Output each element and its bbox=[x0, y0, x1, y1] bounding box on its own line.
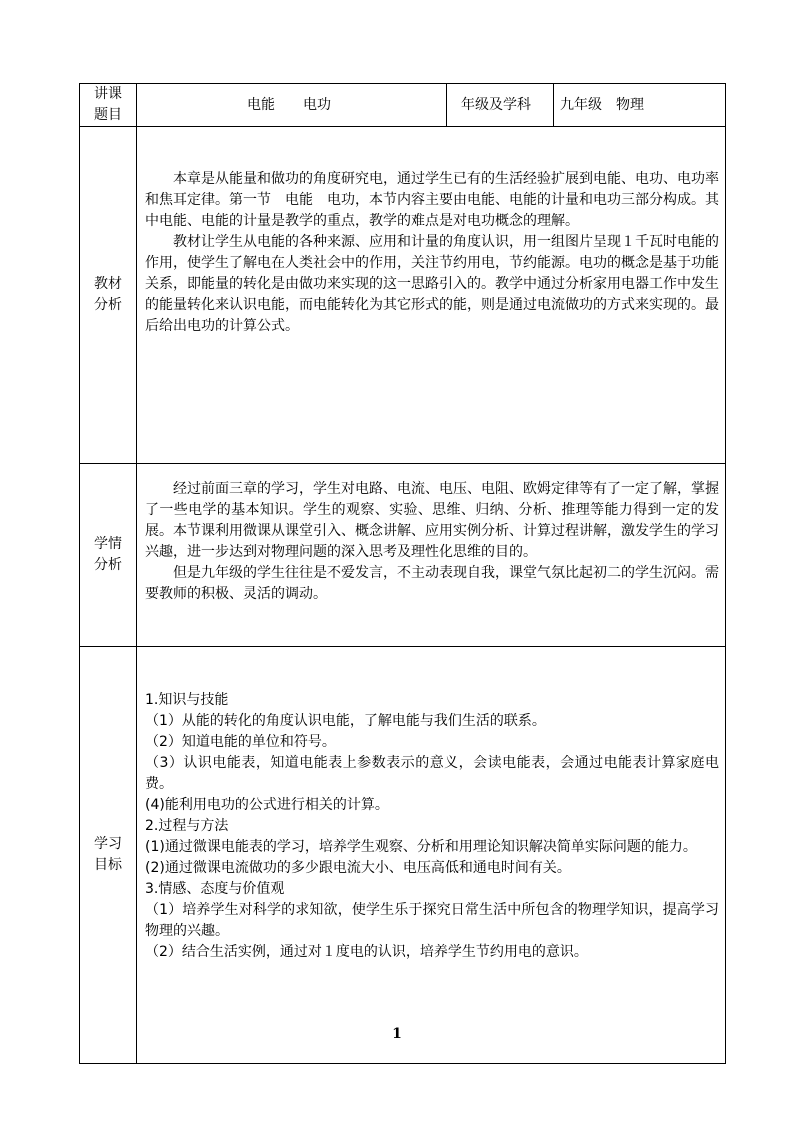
learning-goals-label-line1: 学习 bbox=[94, 836, 122, 852]
goal-item: (1)通过微课电能表的学习，培养学生观察、分析和用理论知识解决简单实际问题的能力。 bbox=[145, 839, 697, 855]
grade-value: 九年级 bbox=[560, 96, 602, 113]
learning-goals-label bbox=[80, 647, 137, 1064]
topic-label bbox=[80, 84, 137, 127]
topic-part2: 电功 bbox=[303, 96, 331, 113]
textbook-analysis-row bbox=[80, 127, 726, 464]
goal-item: （1）从能的转化的角度认识电能，了解电能与我们生活的联系。 bbox=[145, 713, 546, 729]
page-number: 1 bbox=[392, 1026, 402, 1042]
textbook-analysis-paragraph: 本章是从能量和做功的角度研究电，通过学生已有的生活经验扩展到电能、电功、电功率和焦耳定律。第一节 电能 电功，本节内容主要由电能、电能的计量和电功三部分构成。其中电能、电能的计量是教学的重点，教学的难点是对电功概念的理解。 bbox=[145, 171, 719, 229]
grade-subject-value bbox=[554, 84, 726, 127]
textbook-analysis-label-line2: 分析 bbox=[94, 297, 122, 313]
topic-part1: 电能 bbox=[247, 96, 275, 113]
learner-analysis-label-line2: 分析 bbox=[94, 557, 122, 573]
learning-goals-row bbox=[80, 647, 726, 1064]
topic-value bbox=[137, 84, 447, 127]
goal-item: （2）结合生活实例，通过对１度电的认识，培养学生节约用电的意识。 bbox=[145, 944, 588, 960]
learning-goals-content bbox=[137, 647, 726, 1064]
textbook-analysis-paragraph: 教材让学生从电能的各种来源、应用和计量的角度认识，用一组图片呈现１千瓦时电能的作用，使学生了解电在人类社会中的作用，关注节约用电，节约能源。电功的概念是基于功能关系，即能量的转化是由做功来实现的这一思路引入的。教学中通过分析家用电器工作中发生的能量转化来认识电能，而电能转化为其它形式的能，则是通过电流做功的方式来实现的。最后给出电功的计算公式。 bbox=[145, 234, 719, 334]
textbook-analysis-content bbox=[137, 127, 726, 464]
goal-section-heading: 2.过程与方法 bbox=[145, 818, 229, 834]
textbook-analysis-label-line1: 教材 bbox=[94, 276, 122, 292]
goal-item: （1）培养学生对科学的求知欲，使学生乐于探究日常生活中所包含的物理学知识，提高学习物理的兴趣。 bbox=[145, 902, 719, 939]
topic-label-line1: 讲课 bbox=[94, 86, 122, 102]
learner-analysis-label-line1: 学情 bbox=[94, 536, 122, 552]
topic-row bbox=[80, 84, 726, 127]
learner-analysis-paragraph: 经过前面三章的学习，学生对电路、电流、电压、电阻、欧姆定律等有了一定了解，掌握了一些电学的基本知识。学生的观察、实验、思维、归纳、分析、推理等能力得到一定的发展。本节课利用微课从课堂引入、概念讲解、应用实例分析、计算过程讲解，激发学生的学习兴趣，进一步达到对物理问题的深入思考及理性化思维的目的。 bbox=[145, 481, 719, 560]
goal-item: (4)能利用电功的公式进行相关的计算。 bbox=[145, 797, 389, 813]
learner-analysis-row bbox=[80, 464, 726, 647]
goal-item: （3）认识电能表，知道电能表上参数表示的意义，会读电能表，会通过电能表计算家庭电费。 bbox=[145, 755, 719, 792]
subject-value: 物理 bbox=[616, 96, 644, 113]
textbook-analysis-label bbox=[80, 127, 137, 464]
learner-analysis-paragraph: 但是九年级的学生往往是不爱发言，不主动表现自我，课堂气氛比起初二的学生沉闷。需要教师的积极、灵活的调动。 bbox=[145, 565, 719, 602]
grade-subject-label: 年级及学科 bbox=[447, 84, 554, 127]
learning-goals-label-line2: 目标 bbox=[94, 857, 122, 873]
topic-label-line2: 题目 bbox=[94, 107, 122, 123]
learner-analysis-content bbox=[137, 464, 726, 647]
lesson-plan-table bbox=[79, 83, 726, 1064]
goal-section-heading: 1.知识与技能 bbox=[145, 692, 229, 708]
goal-item: （2）知道电能的单位和符号。 bbox=[145, 734, 336, 750]
learner-analysis-label bbox=[80, 464, 137, 647]
goal-item: (2)通过微课电流做功的多少跟电流大小、电压高低和通电时间有关。 bbox=[145, 860, 571, 876]
goal-section-heading: 3.情感、态度与价值观 bbox=[145, 881, 285, 897]
